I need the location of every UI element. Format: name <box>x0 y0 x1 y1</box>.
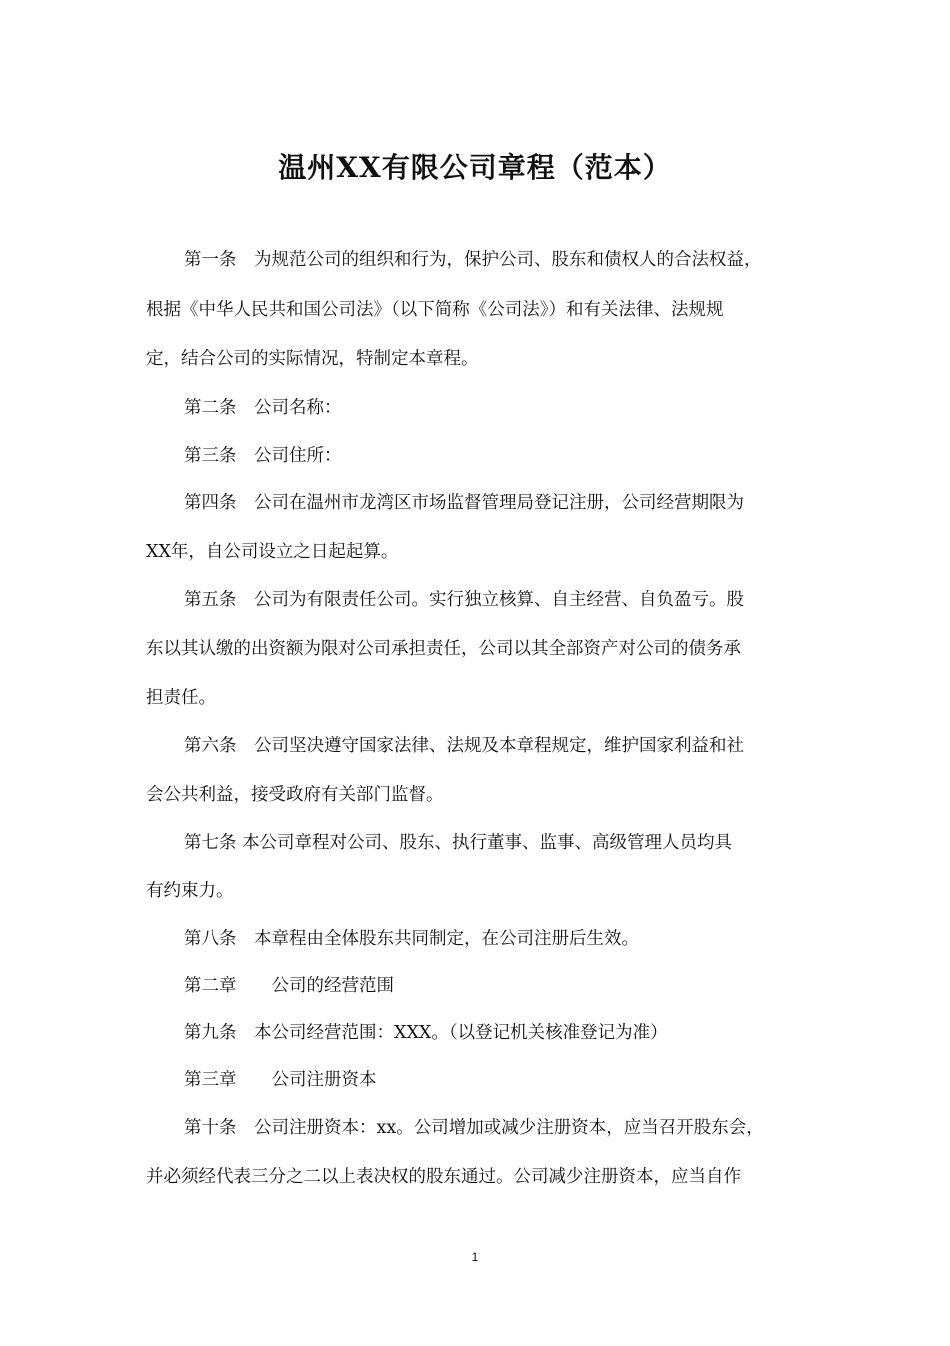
page-title: 温州XX有限公司章程（范本） <box>278 151 672 184</box>
article-10-line-1: 第十条 公司注册资本：xx。公司增加或减少注册资本，应当召开股东会， <box>184 1118 764 1138</box>
article-1-line-1: 第一条 为规范公司的组织和行为，保护公司、股东和债权人的合法权益， <box>184 250 762 270</box>
article-9: 第九条 本公司经营范围：XXX。（以登记机关核准登记为准） <box>184 1023 668 1043</box>
article-10-line-2: 并必须经代表三分之二以上表决权的股东通过。公司减少注册资本，应当自作 <box>146 1167 741 1187</box>
article-5-line-1: 第五条 公司为有限责任公司。实行独立核算、自主经营、自负盈亏。股 <box>184 590 744 610</box>
article-5-line-3: 担责任。 <box>146 688 216 708</box>
article-6-line-1: 第六条 公司坚决遵守国家法律、法规及本章程规定，维护国家利益和社 <box>184 736 744 756</box>
article-4-line-1: 第四条 公司在温州市龙湾区市场监督管理局登记注册，公司经营期限为 <box>184 493 744 513</box>
article-7-line-2: 有约束力。 <box>146 881 234 901</box>
article-1-line-3: 定，结合公司的实际情况，特制定本章程。 <box>146 349 479 369</box>
article-3: 第三条 公司住所： <box>184 446 342 466</box>
article-6-line-2: 会公共利益，接受政府有关部门监督。 <box>146 785 444 805</box>
article-1-line-2: 根据《中华人民共和国公司法》（以下简称《公司法》）和有关法律、法规规 <box>146 300 724 320</box>
chapter-2-heading: 第二章 公司的经营范围 <box>184 976 394 996</box>
page-number: 1 <box>471 1250 479 1264</box>
article-5-line-2: 东以其认缴的出资额为限对公司承担责任，公司以其全部资产对公司的债务承 <box>146 639 741 659</box>
article-7-line-1: 第七条 本公司章程对公司、股东、执行董事、监事、高级管理人员均具 <box>184 833 733 853</box>
article-4-line-2: XX年，自公司设立之日起起算。 <box>146 542 399 562</box>
article-2: 第二条 公司名称： <box>184 398 342 418</box>
chapter-3-heading: 第三章 公司注册资本 <box>184 1070 377 1090</box>
article-8: 第八条 本章程由全体股东共同制定，在公司注册后生效。 <box>184 929 639 949</box>
